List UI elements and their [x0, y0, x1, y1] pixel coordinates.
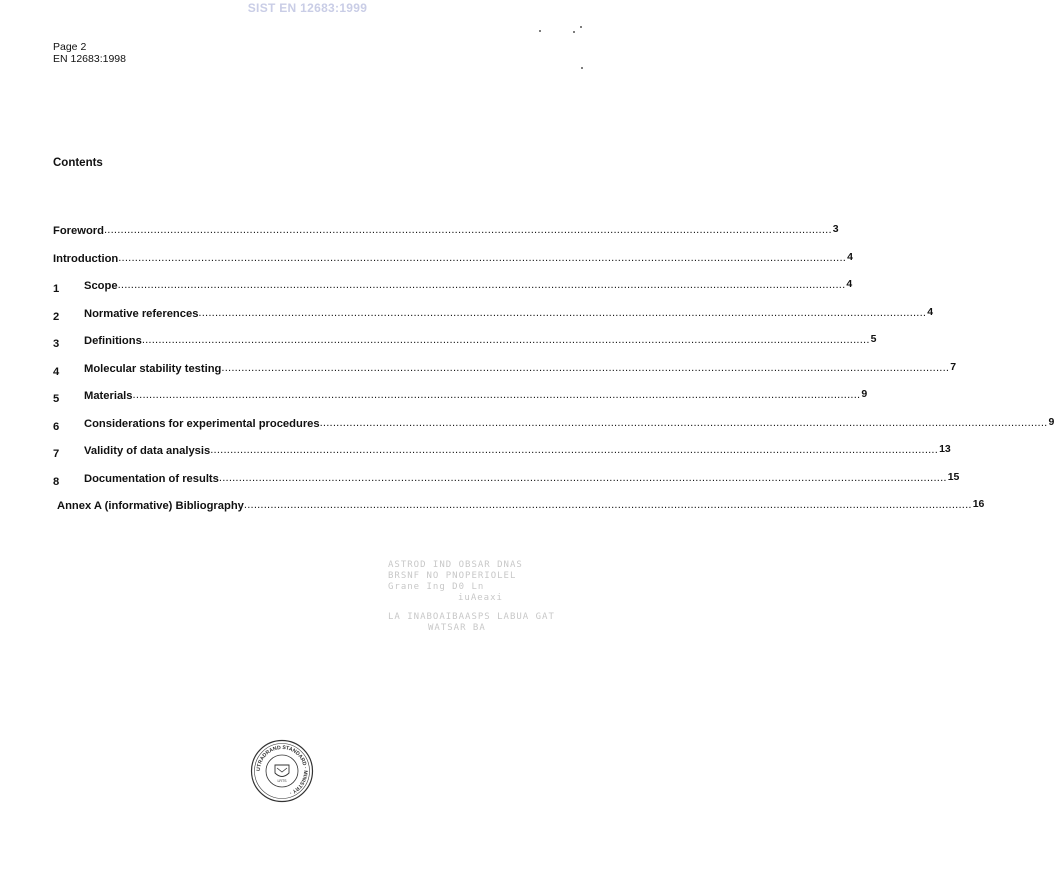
- toc-entry-page: 9: [861, 388, 868, 400]
- toc-entry[interactable]: [53, 223, 839, 251]
- toc-entry-page: 3: [832, 223, 839, 235]
- toc-entry-number: 8: [53, 475, 60, 488]
- toc-entry-page: 16: [972, 498, 985, 510]
- toc-entry[interactable]: [53, 443, 951, 471]
- faint-stamp-line: BRSNF NO PNOPERIOLEL: [388, 571, 517, 581]
- toc-entry-title: Normative references: [84, 307, 199, 320]
- toc-leader-dots: ............................................................................................................................................................................................................................: [118, 251, 847, 264]
- toc-entry-page: 13: [939, 443, 951, 455]
- toc-entry[interactable]: [53, 250, 853, 279]
- toc-entry[interactable]: [53, 470, 960, 499]
- toc-leader-dots: ............................................................................................................................................................................................................................: [103, 224, 832, 236]
- toc-leader-dots: ............................................................................................................................................................................................................................: [117, 279, 846, 291]
- toc-entry-title: Foreword: [53, 225, 104, 237]
- faint-stamp-text: [388, 560, 588, 634]
- toc-entry-title: Introduction: [53, 252, 119, 265]
- toc-entry-page: 7: [950, 360, 957, 373]
- toc-entry[interactable]: [53, 305, 934, 334]
- toc-entry-page: 9: [1048, 415, 1054, 428]
- toc-entry-page: 5: [870, 333, 877, 345]
- toc-entry-number: 2: [53, 310, 60, 323]
- toc-entry[interactable]: [53, 415, 1054, 444]
- toc-entry[interactable]: [53, 333, 877, 361]
- svg-text:UTRADRAND STANDARD · MINISTRY: [256, 745, 308, 796]
- faint-stamp-line: ASTROD IND OBSAR DNAS: [388, 560, 523, 570]
- table-of-contents: [53, 223, 1054, 526]
- toc-entry[interactable]: [53, 388, 868, 416]
- toc-entry[interactable]: [53, 360, 957, 389]
- toc-entry-title: Validity of data analysis: [84, 445, 211, 457]
- faint-stamp-line: WATSAR BA: [428, 623, 486, 633]
- page-number: Page 2: [53, 41, 87, 53]
- toc-entry-title: Scope: [84, 280, 118, 292]
- toc-entry-title: Materials: [84, 390, 133, 402]
- faint-stamp-line: LA INABOAIBAASPS LABUA GAT: [388, 612, 555, 622]
- toc-entry-title: Molecular stability testing: [84, 362, 222, 375]
- seal-center-text: LRTS: [277, 779, 287, 783]
- toc-leader-dots: ............................................................................................................................................................................................................................: [221, 361, 950, 374]
- toc-entry-title: Definitions: [84, 335, 142, 347]
- contents-title: Contents: [53, 157, 103, 169]
- toc-entry[interactable]: [53, 278, 853, 306]
- faint-stamp-line: Grane Ing D0 Ln: [388, 582, 485, 592]
- toc-leader-dots: ............................................................................................................................................................................................................................: [243, 499, 972, 511]
- toc-entry-page: 4: [927, 305, 934, 318]
- toc-leader-dots: ............................................................................................................................................................................................................................: [198, 306, 927, 319]
- toc-entry-title: Annex A (informative) Bibliography: [57, 500, 244, 512]
- toc-entry-title: Documentation of results: [84, 472, 219, 485]
- watermark: SIST EN 12683:1999: [247, 1, 368, 15]
- official-seal: [250, 739, 314, 803]
- seal-ring-text: UTRADRAND STANDARD · MINISTRY ·: [255, 744, 309, 796]
- toc-leader-dots: ............................................................................................................................................................................................................................: [132, 389, 861, 401]
- toc-entry-page: 4: [847, 250, 853, 263]
- toc-entry-number: 6: [53, 420, 60, 433]
- toc-entry-number: 1: [53, 283, 60, 295]
- toc-entry-page: 15: [947, 470, 960, 483]
- faint-stamp-line: iuAeaxi: [458, 593, 503, 603]
- toc-entry-title: Considerations for experimental procedures: [84, 417, 320, 430]
- toc-entry[interactable]: [53, 498, 985, 526]
- toc-entry-number: 4: [53, 365, 60, 378]
- page-header: [53, 41, 126, 65]
- toc-entry-number: 7: [53, 448, 60, 460]
- toc-leader-dots: ............................................................................................................................................................................................................................: [141, 334, 870, 346]
- toc-leader-dots: ............................................................................................................................................................................................................................: [319, 416, 1048, 429]
- toc-leader-dots: ............................................................................................................................................................................................................................: [210, 444, 939, 456]
- toc-entry-number: 3: [53, 338, 60, 350]
- toc-entry-page: 4: [846, 278, 853, 290]
- toc-entry-number: 5: [53, 393, 60, 405]
- standard-id: EN 12683:1998: [53, 53, 126, 65]
- toc-leader-dots: ............................................................................................................................................................................................................................: [218, 471, 947, 484]
